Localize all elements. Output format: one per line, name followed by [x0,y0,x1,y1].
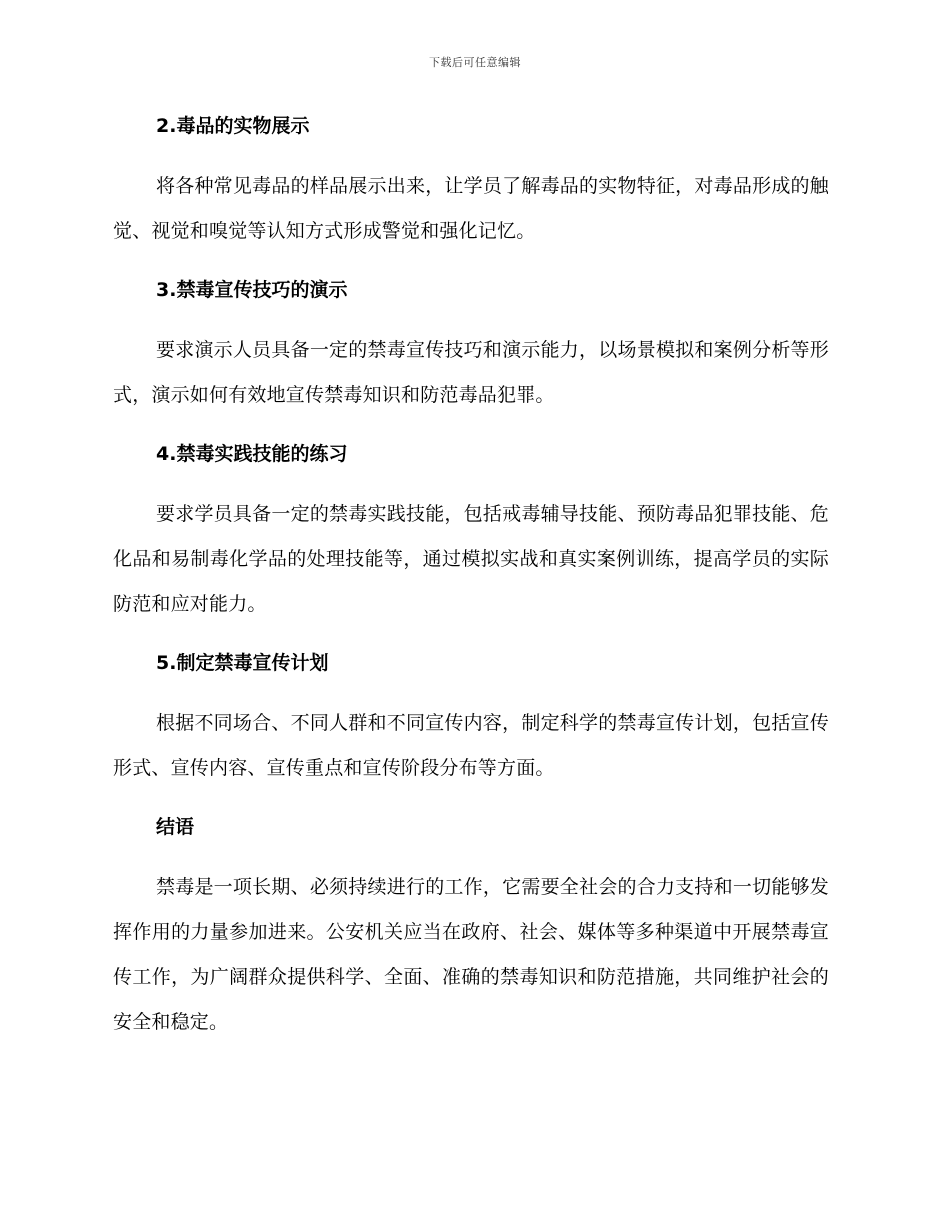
section-paragraph-conclusion: 禁毒是一项长期、必须持续进行的工作，它需要全社会的合力支持和一切能够发挥作用的力量参加进来。公安机关应当在政府、社会、媒体等多种渠道中开展禁毒宣传工作，为广阔群众提供科学、全面、准确的禁毒知识和防范措施，共同维护社会的安全和稳定。 [113,876,829,1033]
section-paragraph-promotion-plan: 根据不同场合、不同人群和不同宣传内容，制定科学的禁毒宣传计划，包括宣传形式、宣传内容、宣传重点和宣传阶段分布等方面。 [113,712,829,779]
section-paragraph-practice-skills: 要求学员具备一定的禁毒实践技能，包括戒毒辅导技能、预防毒品犯罪技能、危化品和易制毒化学品的处理技能等，通过模拟实战和真实案例训练，提高学员的实际防范和应对能力。 [113,503,829,615]
section-heading-promotion-plan: 5.制定禁毒宣传计划 [156,652,329,674]
section-heading-promotion-skills: 3.禁毒宣传技巧的演示 [156,279,348,301]
section-heading-conclusion: 结语 [156,816,195,838]
section-heading-practice-skills: 4.禁毒实践技能的练习 [156,443,348,465]
section-paragraph-physical-display: 将各种常见毒品的样品展示出来，让学员了解毒品的实物特征，对毒品形成的触觉、视觉和嗅觉等认知方式形成警觉和强化记忆。 [113,175,829,242]
document-body [113,110,829,1065]
section-paragraph-promotion-skills: 要求演示人员具备一定的禁毒宣传技巧和演示能力，以场景模拟和案例分析等形式，演示如何有效地宣传禁毒知识和防范毒品犯罪。 [113,339,829,406]
section-heading-physical-display: 2.毒品的实物展示 [156,115,310,137]
page-header-note: 下载后可任意编辑 [429,56,521,69]
